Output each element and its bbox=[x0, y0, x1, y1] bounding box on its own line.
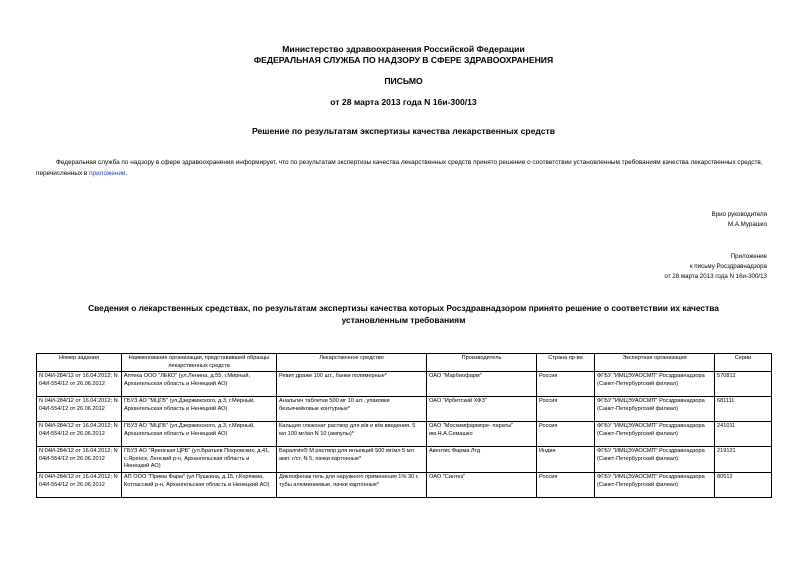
document-subject: Решение по результатам экспертизы качества лекарственных средств bbox=[251, 126, 556, 136]
column-header: Страна пр-ва bbox=[537, 354, 595, 372]
table-row bbox=[37, 372, 772, 397]
table-row bbox=[37, 472, 772, 497]
table-cell: ОАО "Синтез" bbox=[427, 472, 537, 497]
table-cell: Авентис Фарма Лтд bbox=[427, 447, 537, 473]
table-cell: N 04И-284/12 от 16.04.2012; N 04И-554/12 от 26.06.2012 bbox=[37, 447, 122, 473]
table-cell: 681111 bbox=[715, 397, 772, 422]
table-cell: ГБУЗ АО "МЦГБ" (ул.Дзержинского, д.3, г.Мирный, Архангельская область и Ненецкий АО) bbox=[122, 397, 277, 422]
table-row bbox=[37, 422, 772, 447]
table-cell: 241011 bbox=[715, 422, 772, 447]
table-cell: Аптека ООО "ЛЕКО" (ул.Ленина, д.55, г.Мирный, Архангельская область и Ненецкий АО) bbox=[122, 372, 277, 397]
signature-name: М.А.Мурашко bbox=[727, 221, 767, 228]
intro-end: . bbox=[125, 170, 128, 177]
table-cell: Индия bbox=[537, 447, 595, 473]
column-header: Наименование организации, представившей образцы лекарственных средств bbox=[122, 354, 277, 372]
ministry-name: Министерство здравоохранения Российской Федерации bbox=[282, 44, 525, 54]
table-cell: N 04И-284/12 от 16.04.2012; N 04И-554/12 от 26.06.2012 bbox=[37, 472, 122, 497]
table-title-continued: установленным требованиям bbox=[341, 315, 466, 325]
table-cell: Россия bbox=[537, 422, 595, 447]
table-cell: Анальгин таблетки 500 мг 10 шт., упаковки безъячейковые контурные* bbox=[277, 397, 427, 422]
document-date: от 28 марта 2013 года N 16и-300/13 bbox=[330, 97, 477, 107]
appendix-date: от 28 марта 2013 года N 16и-300/13 bbox=[664, 273, 767, 280]
medicines-table bbox=[36, 353, 772, 498]
table-cell: Кальция глюконат раствор для в/в и в/м введения, 5 мл 100 мг/мл N 10 (ампулы)* bbox=[277, 422, 427, 447]
appendix-reference: к письму Росздравнадзора bbox=[689, 263, 767, 270]
table-cell: N 04И-284/12 от 16.04.2012; N 04И-554/12 от 26.06.2012 bbox=[37, 372, 122, 397]
table-cell: Диклофенак гель для наружного применения 1% 30 г, тубы алюминиевые, пачки картонные* bbox=[277, 472, 427, 497]
table-cell: Баралгин® М раствор для инъекций 500 мг/мл 5 мл амп. г/ст. N 5, пачки картонные* bbox=[277, 447, 427, 473]
table-row bbox=[37, 447, 772, 473]
table-cell: ГБУЗ АО "МЦГБ" (ул.Дзержинского, д.3, г.Мирный, Архангельская область и Ненецкий АО) bbox=[122, 422, 277, 447]
table-cell: N 04И-284/12 от 16.04.2012; N 04И-554/12 от 26.06.2012 bbox=[37, 397, 122, 422]
table-cell: АП ООО "Прима Фарм" (ул Пушкина, д.15, г.Коряжма, Котласский р-н, Архангельская область и Ненецкий АО) bbox=[122, 472, 277, 497]
column-header: Производитель bbox=[427, 354, 537, 372]
column-header: Экспертная организация bbox=[595, 354, 715, 372]
table-cell: ФГБУ "ИМЦЭУАОСМП" Росздравнадзора (Санкт-Петербургский филиал) bbox=[595, 472, 715, 497]
table-header-row bbox=[37, 354, 772, 372]
table-cell: 219121 bbox=[715, 447, 772, 473]
table-cell: ОАО "Ирбитский ХФЗ" bbox=[427, 397, 537, 422]
table-cell: Ревит драже 100 шт., банки полимерные* bbox=[277, 372, 427, 397]
table-cell: Россия bbox=[537, 472, 595, 497]
appendix-label: Приложение bbox=[730, 253, 767, 260]
table-cell: Россия bbox=[537, 372, 595, 397]
document-type: ПИСЬМО bbox=[384, 76, 423, 86]
column-header: Серии bbox=[715, 354, 772, 372]
table-cell: ОАО "Марбиофарм" bbox=[427, 372, 537, 397]
table-cell: ФГБУ "ИМЦЭУАОСМП" Росздравнадзора (Санкт-Петербургский филиал) bbox=[595, 372, 715, 397]
column-header: Лекарственное средство bbox=[277, 354, 427, 372]
table-cell: ОАО "Мосхимфармпре- параты" им.Н.А.Семашко bbox=[427, 422, 537, 447]
column-header: Номер задания bbox=[37, 354, 122, 372]
table-cell: N 04И-284/12 от 16.04.2012; N 04И-554/12 от 26.06.2012 bbox=[37, 422, 122, 447]
table-cell: ФГБУ "ИМЦЭУАОСМП" Росздравнадзора (Санкт-Петербургский филиал) bbox=[595, 397, 715, 422]
table-cell: 570812 bbox=[715, 372, 772, 397]
table-row bbox=[37, 397, 772, 422]
table-cell: ФГБУ "ИМЦЭУАОСМП" Росздравнадзора (Санкт-Петербургский филиал) bbox=[595, 447, 715, 473]
signature-position: Врио руководителя bbox=[711, 211, 767, 218]
table-cell: ГБУЗ АО "Яренская ЦРБ" (ул.Братьев Покровских, д.41, с.Яренск, Ленский р-н, Архангельская область и Ненецкий АО) bbox=[122, 447, 277, 473]
table-cell: Россия bbox=[537, 397, 595, 422]
table-cell: ФГБУ "ИМЦЭУАОСМП" Росздравнадзора (Санкт-Петербургский филиал) bbox=[595, 422, 715, 447]
intro-paragraph bbox=[36, 157, 771, 179]
table-title: Сведения о лекарственных средствах, по результатам экспертизы качества которых Росздравнадзором принято решение о соответствии их качества bbox=[88, 303, 719, 313]
service-name: ФЕДЕРАЛЬНАЯ СЛУЖБА ПО НАДЗОРУ В СФЕРЕ ЗДРАВООХРАНЕНИЯ bbox=[253, 55, 554, 65]
intro-text: Федеральная служба по надзору в сфере здравоохранения информирует, что по результатам экспертизы качества лекарственных средств принято решение о соответствии установленным требованиям качества лекарственных средств, перечисленных в bbox=[36, 159, 763, 177]
table-cell: 80512 bbox=[715, 472, 772, 497]
appendix-link[interactable]: приложении bbox=[89, 170, 126, 177]
